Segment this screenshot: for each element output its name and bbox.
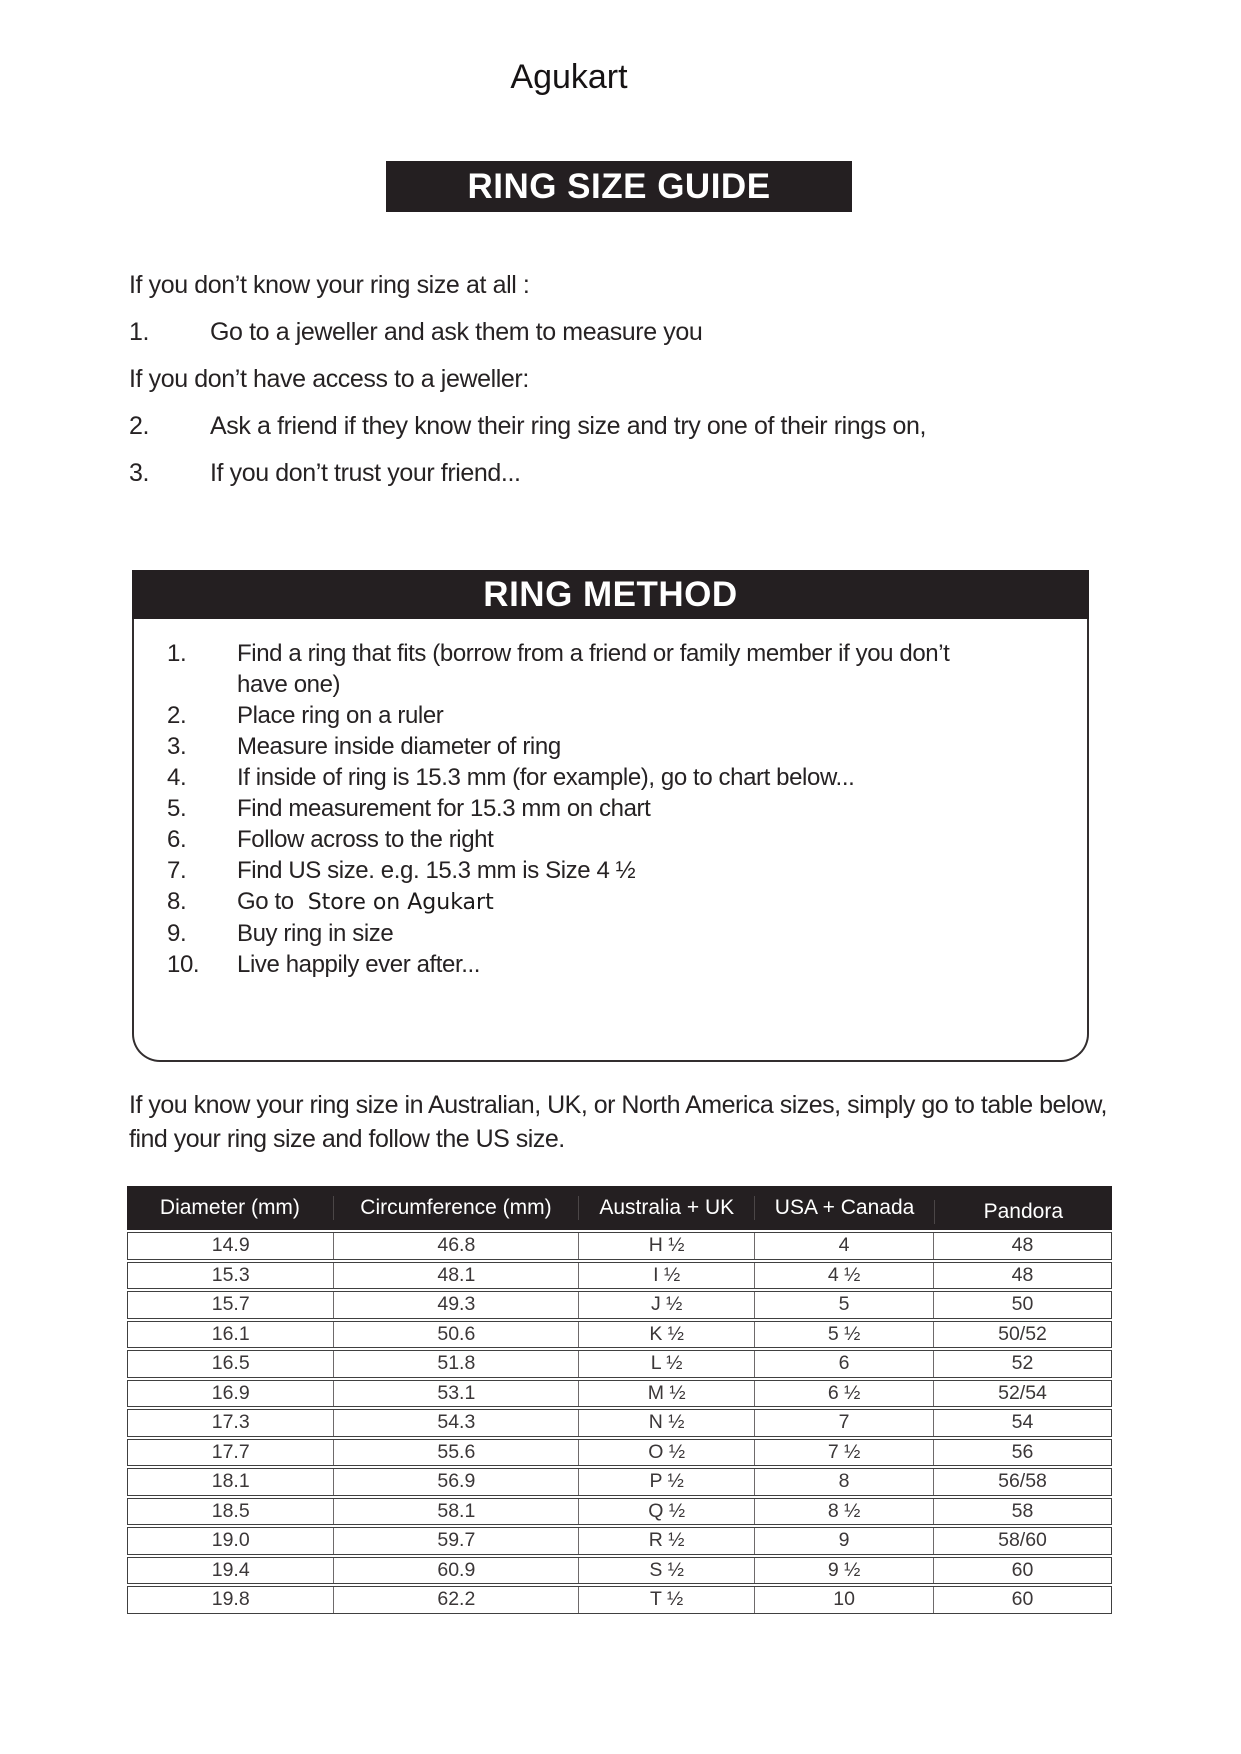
ring-method-step	[167, 731, 1061, 762]
guide-numbered-item	[129, 403, 1139, 450]
column-header: Circumference (mm)	[333, 1196, 578, 1220]
table-cell: 17.7	[211, 1440, 250, 1463]
table-cell: 14.9	[211, 1234, 250, 1257]
table-cell: 49.3	[333, 1292, 578, 1318]
table-row	[127, 1409, 1112, 1437]
step-number: 6.	[167, 826, 187, 853]
store-on-agukart-link[interactable]: Store on Agukart	[307, 890, 494, 915]
ring-method-step	[167, 949, 1061, 980]
table-cell: 7	[754, 1410, 933, 1436]
table-cell: I ½	[578, 1263, 754, 1289]
guide-numbered-item	[129, 309, 1139, 356]
table-row	[127, 1586, 1112, 1614]
ring-method-step	[167, 700, 1061, 731]
table-cell: 58/60	[933, 1528, 1111, 1554]
table-row	[127, 1350, 1112, 1378]
table-cell: R ½	[578, 1528, 754, 1554]
table-cell: 52/54	[933, 1381, 1111, 1407]
step-text: Place ring on a ruler	[237, 702, 444, 729]
table-cell: K ½	[578, 1322, 754, 1348]
step-text: Follow across to the right	[237, 826, 494, 853]
table-cell: 6 ½	[754, 1381, 933, 1407]
table-cell: 50/52	[933, 1322, 1111, 1348]
table-cell: 53.1	[333, 1381, 578, 1407]
table-cell: 4	[754, 1233, 933, 1259]
item-number: 1.	[129, 318, 150, 346]
item-text: If you don’t know your ring size at all :	[129, 271, 530, 299]
item-text: Go to a jeweller and ask them to measure you	[210, 318, 703, 346]
ring-method-title: RING METHOD	[483, 574, 738, 614]
table-cell: 16.1	[211, 1322, 250, 1345]
table-cell: 48	[933, 1233, 1111, 1259]
ring-method-box	[132, 570, 1089, 1062]
table-cell: 16.5	[211, 1352, 250, 1375]
item-text: If you don’t trust your friend...	[210, 459, 521, 487]
table-row	[127, 1439, 1112, 1467]
item-number: 3.	[129, 459, 150, 487]
step-number: 9.	[167, 920, 187, 947]
item-number: 2.	[129, 412, 150, 440]
table-row	[127, 1321, 1112, 1349]
size-conversion-table	[127, 1186, 1112, 1614]
table-cell: P ½	[578, 1469, 754, 1495]
ring-size-guide-title: RING SIZE GUIDE	[467, 166, 771, 206]
table-cell: 8	[754, 1469, 933, 1495]
guide-numbered-item	[129, 450, 1139, 497]
table-cell: 18.1	[211, 1470, 250, 1493]
step-text: Find a ring that fits (borrow from a friend or family member if you don’t have one)	[237, 640, 950, 698]
table-cell: 58.1	[333, 1499, 578, 1525]
step-number: 3.	[167, 733, 187, 760]
table-cell: 7 ½	[754, 1440, 933, 1466]
table-row	[127, 1527, 1112, 1555]
table-cell: 50	[933, 1292, 1111, 1318]
table-cell: H ½	[578, 1233, 754, 1259]
table-cell: 56	[933, 1440, 1111, 1466]
table-cell: 5 ½	[754, 1322, 933, 1348]
item-text: If you don’t have access to a jeweller:	[129, 365, 529, 393]
table-cell: 19.8	[211, 1588, 250, 1611]
ring-method-step	[167, 824, 1061, 855]
table-body	[127, 1230, 1112, 1614]
table-cell: 51.8	[333, 1351, 578, 1377]
table-row	[127, 1557, 1112, 1585]
table-row	[127, 1380, 1112, 1408]
table-cell: 54	[933, 1410, 1111, 1436]
step-number: 1.	[167, 640, 187, 667]
table-cell: 15.3	[211, 1263, 250, 1286]
table-cell: 46.8	[333, 1233, 578, 1259]
column-header: Diameter (mm)	[159, 1196, 300, 1219]
table-cell: 6	[754, 1351, 933, 1377]
ring-method-banner	[132, 570, 1089, 619]
table-cell: M ½	[578, 1381, 754, 1407]
column-header: Pandora	[934, 1200, 1112, 1224]
table-cell: 62.2	[333, 1587, 578, 1613]
step-number: 7.	[167, 857, 187, 884]
table-cell: Q ½	[578, 1499, 754, 1525]
table-cell: 56/58	[933, 1469, 1111, 1495]
intro-instructions	[129, 262, 1139, 497]
table-row	[127, 1468, 1112, 1496]
step-number: 8.	[167, 888, 187, 915]
table-cell: 59.7	[333, 1528, 578, 1554]
table-cell: L ½	[578, 1351, 754, 1377]
step-text: Go to Store on Agukart	[237, 888, 494, 915]
table-cell: N ½	[578, 1410, 754, 1436]
table-cell: 48	[933, 1263, 1111, 1289]
ring-method-step	[167, 886, 1061, 918]
table-row	[127, 1262, 1112, 1290]
ring-method-step	[167, 855, 1061, 886]
step-text: Live happily ever after...	[237, 951, 481, 978]
item-text: Ask a friend if they know their ring size and try one of their rings on,	[210, 412, 927, 440]
table-cell: 54.3	[333, 1410, 578, 1436]
table-cell: S ½	[578, 1558, 754, 1584]
table-cell: 4 ½	[754, 1263, 933, 1289]
column-header: Australia + UK	[578, 1196, 754, 1220]
guide-line	[129, 262, 1139, 309]
table-row	[127, 1291, 1112, 1319]
step-text: Buy ring in size	[237, 920, 394, 947]
ring-method-step	[167, 793, 1061, 824]
ring-method-step	[167, 918, 1061, 949]
table-cell: 60.9	[333, 1558, 578, 1584]
table-cell: 56.9	[333, 1469, 578, 1495]
step-text: If inside of ring is 15.3 mm (for example), go to chart below...	[237, 764, 855, 791]
table-cell: 55.6	[333, 1440, 578, 1466]
step-text: Find measurement for 15.3 mm on chart	[237, 795, 651, 822]
table-cell: 48.1	[333, 1263, 578, 1289]
table-cell: T ½	[578, 1587, 754, 1613]
table-cell: 10	[754, 1587, 933, 1613]
table-cell: 5	[754, 1292, 933, 1318]
table-cell: 16.9	[211, 1381, 250, 1404]
table-intro-text: If you know your ring size in Australian, UK, or North America sizes, simply go to table below, find your ring size and follow the US size.	[129, 1091, 1107, 1153]
ring-method-steps	[167, 638, 1061, 980]
table-row	[127, 1498, 1112, 1526]
table-cell: 60	[933, 1587, 1111, 1613]
table-cell: 58	[933, 1499, 1111, 1525]
table-cell: 50.6	[333, 1322, 578, 1348]
table-cell: 9	[754, 1528, 933, 1554]
table-cell: 60	[933, 1558, 1111, 1584]
table-cell: 18.5	[211, 1499, 250, 1522]
table-cell: J ½	[578, 1292, 754, 1318]
ring-method-step	[167, 638, 1061, 700]
step-number: 5.	[167, 795, 187, 822]
step-number: 2.	[167, 702, 187, 729]
table-cell: 15.7	[211, 1293, 250, 1316]
brand-title: Agukart	[510, 58, 628, 96]
ring-size-guide-banner	[386, 161, 852, 212]
table-cell: 17.3	[211, 1411, 250, 1434]
ring-method-step	[167, 762, 1061, 793]
table-row	[127, 1232, 1112, 1260]
table-cell: 19.0	[211, 1529, 250, 1552]
table-cell: 52	[933, 1351, 1111, 1377]
step-text: Find US size. e.g. 15.3 mm is Size 4 ½	[237, 857, 636, 884]
table-header-row	[127, 1186, 1112, 1230]
table-cell: 8 ½	[754, 1499, 933, 1525]
guide-line	[129, 356, 1139, 403]
table-cell: 19.4	[211, 1558, 250, 1581]
step-text: Measure inside diameter of ring	[237, 733, 561, 760]
step-number: 10.	[167, 951, 200, 978]
step-number: 4.	[167, 764, 187, 791]
column-header: USA + Canada	[754, 1196, 933, 1220]
table-cell: 9 ½	[754, 1558, 933, 1584]
table-cell: O ½	[578, 1440, 754, 1466]
